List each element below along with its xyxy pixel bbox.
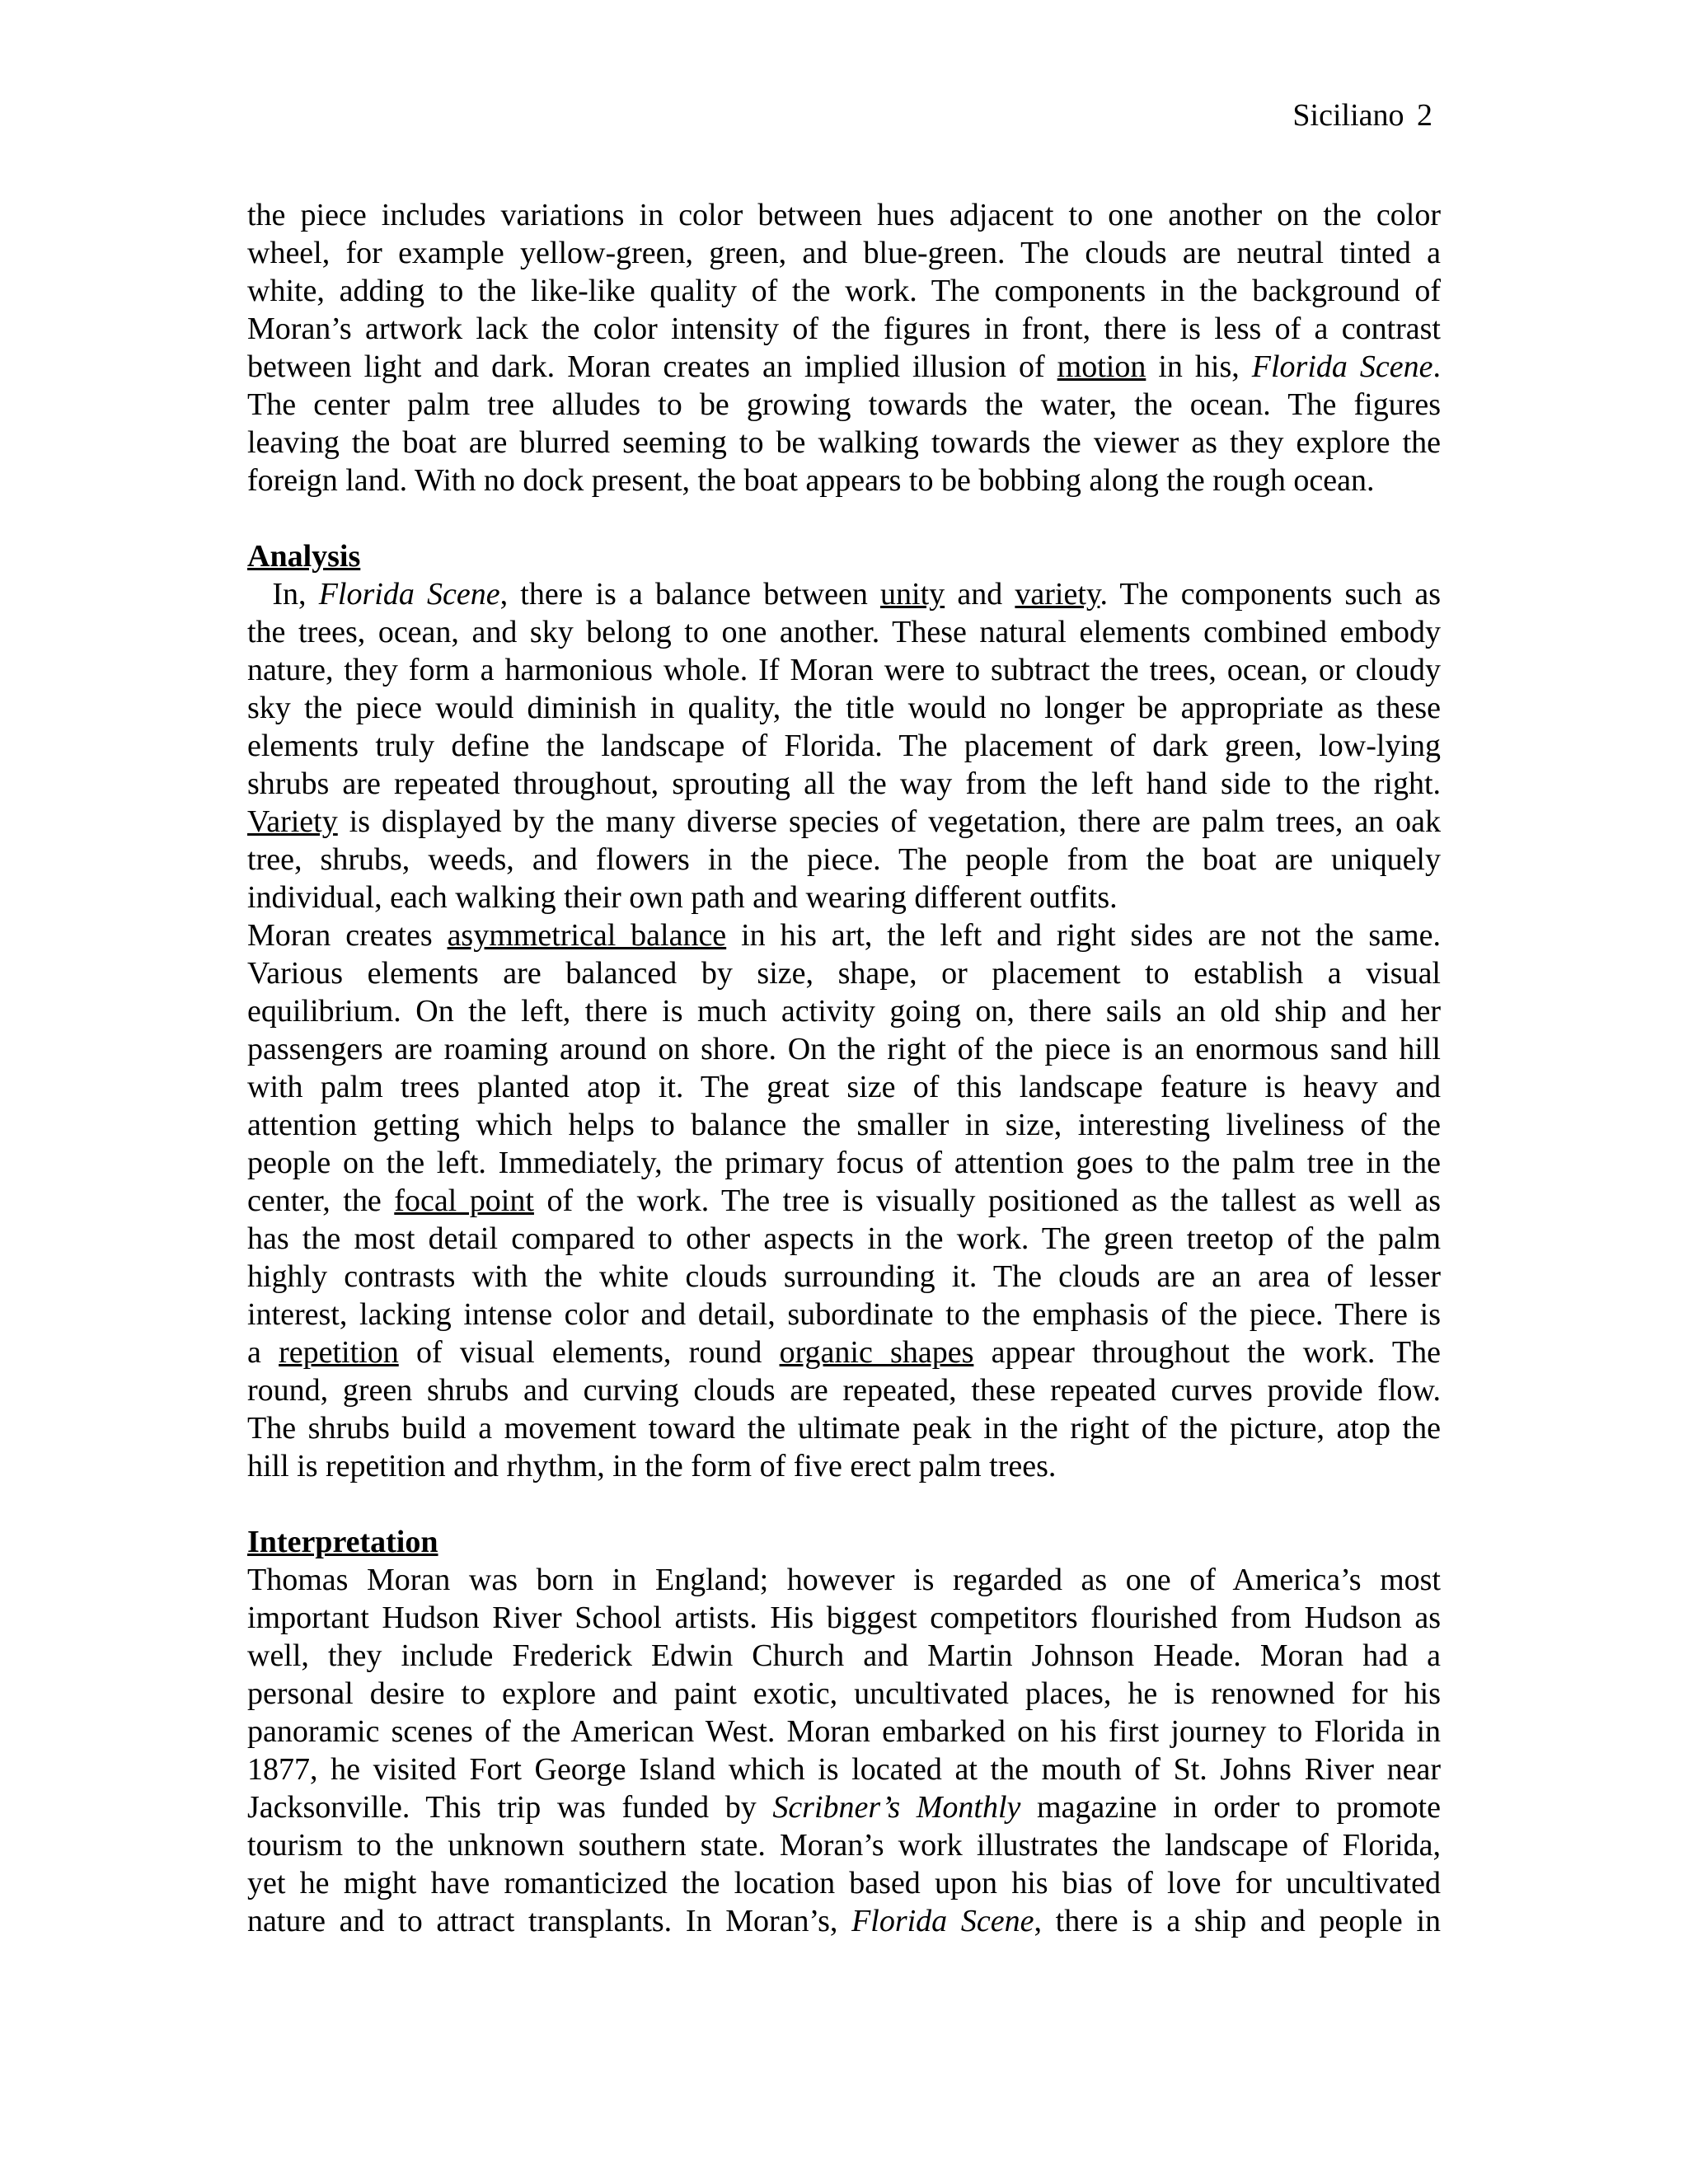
text-line: tourism to the unknown southern state. Moran’s work illustrates the landscape of Florida, bbox=[247, 1828, 1441, 1863]
underlined-term: repetition bbox=[279, 1335, 399, 1370]
text-segment: and bbox=[945, 577, 1015, 612]
text-line: equilibrium. On the left, there is much activity going on, there sails an old ship and her bbox=[247, 994, 1441, 1029]
text-line bbox=[247, 916, 1441, 954]
text-segment: appear throughout the work. The bbox=[973, 1335, 1441, 1370]
text-segment: magazine in order to promote bbox=[1020, 1790, 1441, 1825]
header-author: Siciliano bbox=[1292, 98, 1404, 133]
text-segment: nature and to attract transplants. In Moran’s, bbox=[247, 1904, 852, 1938]
text-segment: , there is a ship and people in bbox=[1034, 1904, 1441, 1938]
text-line: passengers are roaming around on shore. On the right of the piece is an enormous sand hill bbox=[247, 1032, 1441, 1066]
text-line: attention getting which helps to balance the smaller in size, interesting liveliness of the bbox=[247, 1108, 1441, 1142]
text-line: interest, lacking intense color and detail, subordinate to the emphasis of the piece. There is bbox=[247, 1297, 1441, 1332]
paragraph-gap bbox=[247, 1485, 1441, 1523]
text-line: has the most detail compared to other aspects in the work. The green treetop of the palm bbox=[247, 1221, 1441, 1256]
underlined-term: unity bbox=[880, 577, 945, 612]
text-line bbox=[247, 348, 1441, 386]
text-line bbox=[247, 1902, 1441, 1940]
underlined-term: motion bbox=[1057, 349, 1146, 384]
italic-title: Scribner’s Monthly bbox=[772, 1790, 1021, 1825]
text-line: yet he might have romanticized the location based upon his bias of love for uncultivated bbox=[247, 1866, 1441, 1900]
text-line: tree, shrubs, weeds, and flowers in the piece. The people from the boat are uniquely bbox=[247, 842, 1441, 877]
text-line: round, green shrubs and curving clouds are repeated, these repeated curves provide flow. bbox=[247, 1373, 1441, 1408]
text-line: panoramic scenes of the American West. Moran embarked on his first journey to Florida in bbox=[247, 1714, 1441, 1749]
text-line: personal desire to explore and paint exotic, uncultivated places, he is renowned for his bbox=[247, 1676, 1441, 1711]
text-line: well, they include Frederick Edwin Church and Martin Johnson Heade. Moran had a bbox=[247, 1638, 1441, 1673]
text-line bbox=[247, 803, 1441, 841]
text-line: Thomas Moran was born in England; however is regarded as one of America’s most bbox=[247, 1563, 1441, 1597]
text-line: the piece includes variations in color between hues adjacent to one another on the color bbox=[247, 198, 1441, 232]
text-segment: , there is a balance between bbox=[499, 577, 881, 612]
text-line: the trees, ocean, and sky belong to one another. These natural elements combined embody bbox=[247, 615, 1441, 649]
text-line: elements truly define the landscape of Florida. The placement of dark green, low-lying bbox=[247, 729, 1441, 763]
paragraph-gap bbox=[247, 499, 1441, 537]
text-line: foreign land. With no dock present, the boat appears to be bobbing along the rough ocean. bbox=[247, 463, 1375, 498]
header-page-number: 2 bbox=[1417, 98, 1432, 133]
document-body bbox=[247, 196, 1441, 1940]
text-segment: Jacksonville. This trip was funded by bbox=[247, 1790, 773, 1825]
section-heading: Analysis bbox=[247, 539, 361, 574]
section-heading: Interpretation bbox=[247, 1525, 438, 1559]
text-segment: in his art, the left and right sides are not the same. bbox=[726, 918, 1442, 953]
text-line: important Hudson River School artists. His biggest competitors flourished from Hudson as bbox=[247, 1601, 1441, 1635]
text-line: white, adding to the like-like quality of the work. The components in the background of bbox=[247, 274, 1441, 308]
text-line: highly contrasts with the white clouds surrounding it. The clouds are an area of lesser bbox=[247, 1259, 1441, 1294]
text-line: leaving the boat are blurred seeming to be walking towards the viewer as they explore the bbox=[247, 425, 1441, 460]
text-line: nature, they form a harmonious whole. If Moran were to subtract the trees, ocean, or cloudy bbox=[247, 653, 1441, 687]
italic-title: Florida Scene bbox=[318, 577, 500, 612]
text-line: individual, each walking their own path and wearing different outfits. bbox=[247, 880, 1118, 915]
text-segment: Moran creates bbox=[247, 918, 448, 953]
text-line bbox=[247, 575, 1441, 613]
text-segment: of the work. The tree is visually positioned as the tallest as well as bbox=[533, 1183, 1442, 1218]
underlined-term: organic shapes bbox=[779, 1335, 974, 1370]
page-header bbox=[1292, 96, 1432, 134]
text-line: The shrubs build a movement toward the ultimate peak in the right of the picture, atop the bbox=[247, 1411, 1441, 1446]
text-segment: of visual elements, round bbox=[398, 1335, 780, 1370]
text-line bbox=[247, 1788, 1441, 1826]
text-line: sky the piece would diminish in quality, the title would no longer be appropriate as these bbox=[247, 691, 1441, 725]
text-segment: . The components such as bbox=[1100, 577, 1442, 612]
italic-title: Florida Scene bbox=[851, 1904, 1034, 1938]
text-line: Various elements are balanced by size, shape, or placement to establish a visual bbox=[247, 956, 1441, 991]
text-segment: between light and dark. Moran creates an implied illusion of bbox=[247, 349, 1057, 384]
text-segment: In, bbox=[247, 577, 319, 612]
text-line: hill is repetition and rhythm, in the form of five erect palm trees. bbox=[247, 1449, 1057, 1483]
text-line: with palm trees planted atop it. The great size of this landscape feature is heavy and bbox=[247, 1070, 1441, 1104]
text-segment: center, the bbox=[247, 1183, 395, 1218]
underlined-term: variety bbox=[1015, 577, 1100, 612]
text-line: wheel, for example yellow-green, green, and blue-green. The clouds are neutral tinted a bbox=[247, 236, 1441, 270]
text-line bbox=[247, 1182, 1441, 1220]
underlined-term: Variety bbox=[247, 804, 338, 839]
text-line: people on the left. Immediately, the primary focus of attention goes to the palm tree in the bbox=[247, 1146, 1441, 1180]
text-line: Moran’s artwork lack the color intensity of the figures in front, there is less of a contrast bbox=[247, 312, 1441, 346]
text-line bbox=[247, 1333, 1441, 1371]
text-line: The center palm tree alludes to be growing towards the water, the ocean. The figures bbox=[247, 387, 1441, 422]
text-segment: a bbox=[247, 1335, 279, 1370]
text-segment: . bbox=[1432, 349, 1442, 384]
text-segment: is displayed by the many diverse species of vegetation, there are palm trees, an oak bbox=[337, 804, 1441, 839]
text-line: shrubs are repeated throughout, sprouting all the way from the left hand side to the right. bbox=[247, 766, 1441, 801]
underlined-term: focal point bbox=[394, 1183, 534, 1218]
text-segment: in his, bbox=[1146, 349, 1252, 384]
text-line: 1877, he visited Fort George Island which is located at the mouth of St. Johns River near bbox=[247, 1752, 1441, 1787]
underlined-term: asymmetrical balance bbox=[447, 918, 727, 953]
italic-title: Florida Scene bbox=[1251, 349, 1433, 384]
